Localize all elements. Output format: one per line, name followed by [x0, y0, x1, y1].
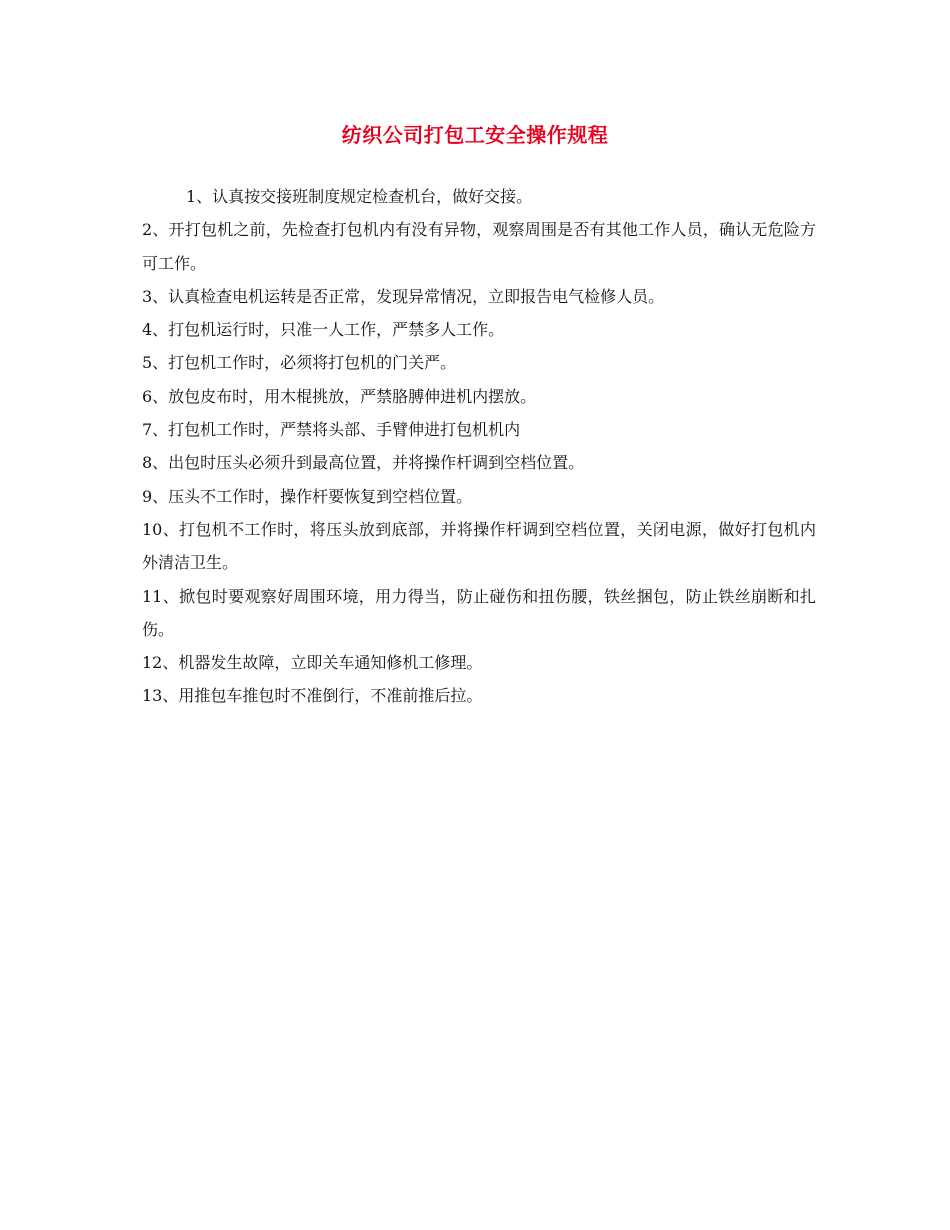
rule-item: 12、机器发生故障，立即关车通知修机工修理。	[142, 653, 483, 673]
rule-item: 7、打包机工作时，严禁将头部、手臂伸进打包机机内	[142, 420, 521, 440]
rule-item: 2、开打包机之前，先检查打包机内有没有异物，观察周围是否有其他工作人员，确认无危险方可工作。	[142, 220, 816, 273]
document-title: 纺织公司打包工安全操作规程	[341, 123, 609, 147]
rule-item: 3、认真检查电机运转是否正常，发现异常情况，立即报告电气检修人员。	[142, 286, 665, 306]
rule-item: 13、用推包车推包时不准倒行，不准前推后拉。	[142, 686, 483, 706]
rule-item: 8、出包时压头必须升到最高位置，并将操作杆调到空档位置。	[142, 453, 585, 473]
rule-item: 6、放包皮布时，用木棍挑放，严禁胳膊伸进机内摆放。	[142, 386, 537, 406]
rule-item: 10、打包机不工作时，将压头放到底部，并将操作杆调到空档位置，关闭电源，做好打包机内外清洁卫生。	[142, 519, 816, 573]
rules-list	[142, 180, 816, 713]
rule-item: 1、认真按交接班制度规定检查机台，做好交接。	[186, 187, 533, 206]
rule-item: 11、掀包时要观察好周围环境，用力得当，防止碰伤和扭伤腰，铁丝捆包，防止铁丝崩断和扎伤。	[142, 586, 816, 639]
rule-item: 5、打包机工作时，必须将打包机的门关严。	[142, 353, 457, 373]
rule-item: 9、压头不工作时，操作杆要恢复到空档位置。	[142, 486, 473, 506]
rule-item: 4、打包机运行时，只准一人工作，严禁多人工作。	[142, 320, 505, 340]
